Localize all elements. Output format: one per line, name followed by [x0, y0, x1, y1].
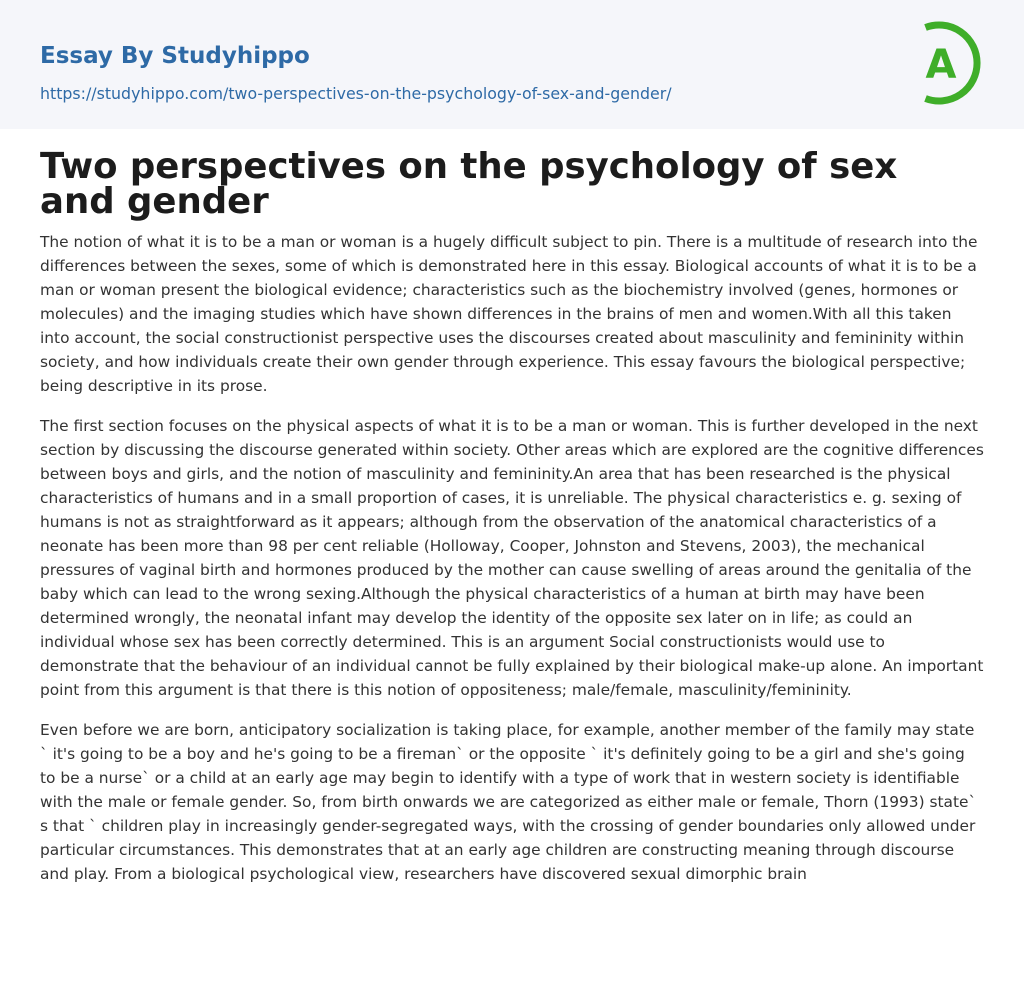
article-paragraph-1: The notion of what it is to be a man or woman is a hugely difficult subject to pin. There is a multitude of research into the differences between the sexes, some of which is demonstrated here in this essay. Biological accounts of what it is to be a man or woman present the biological evidence; characteristics such as the biochemistry involved (genes, hormones or molecules) and the imaging studies which have shown differences in the brains of men and women.With all this taken into account, the social constructionist perspective uses the discourses created about masculinity and femininity within society, and how individuals create their own gender through experience. This essay favours the biological perspective; being descriptive in its prose.	[40, 233, 978, 395]
source-url-link[interactable]: https://studyhippo.com/two-perspectives-on-the-psychology-of-sex-and-gender/	[40, 84, 672, 103]
studyhippo-logo[interactable]	[895, 19, 987, 107]
logo-ring-icon	[895, 19, 987, 107]
page-title: Two perspectives on the psychology of sex and gender	[40, 146, 898, 222]
article-paragraph-2: The first section focuses on the physical aspects of what it is to be a man or woman. This is further developed in the next section by discussing the discourse generated within society. Other areas which are explored are the cognitive differences between boys and girls, and the notion of masculinity and femininity.An area that has been researched is the physical characteristics of humans and in a small proportion of cases, it is unreliable. The physical characteristics e. g. sexing of humans is not as straightforward as it appears; although from the observation of the anatomical characteristics of a neonate has been more than 98 per cent reliable (Holloway, Cooper, Johnston and Stevens, 2003), the mechanical pressures of vaginal birth and hormones produced by the mother can cause swelling of areas around the genitalia of the baby which can lead to the wrong sexing.Although the physical characteristics of a human at birth may have been determined wrongly, the neonatal infant may develop the identity of the opposite sex later on in life; as could an individual whose sex has been correctly determined. This is an argument Social constructionists would use to demonstrate that the behaviour of an individual cannot be fully explained by their biological make-up alone. An important point from this argument is that there is this notion of oppositeness; male/female, masculinity/femininity.	[40, 417, 984, 699]
logo-letter: A	[925, 42, 957, 88]
site-brand[interactable]: Essay By Studyhippo	[40, 43, 310, 69]
article-paragraph-3: Even before we are born, anticipatory socialization is taking place, for example, another member of the family may state ` it's going to be a boy and he's going to be a fireman` or the opposite ` it's definitely going to be a girl and she's going to be a nurse` or a child at an early age may begin to identify with a type of work that in western society is identifiable with the male or female gender. So, from birth onwards we are categorized as either male or female, Thorn (1993) state` s that ` children play in increasingly gender-segregated ways, with the crossing of gender boundaries only allowed under particular circumstances. This demonstrates that at an early age children are constructing meaning through discourse and play. From a biological psychological view, researchers have discovered sexual dimorphic brain	[40, 721, 977, 883]
article	[0, 129, 1024, 886]
site-header	[0, 0, 1024, 129]
